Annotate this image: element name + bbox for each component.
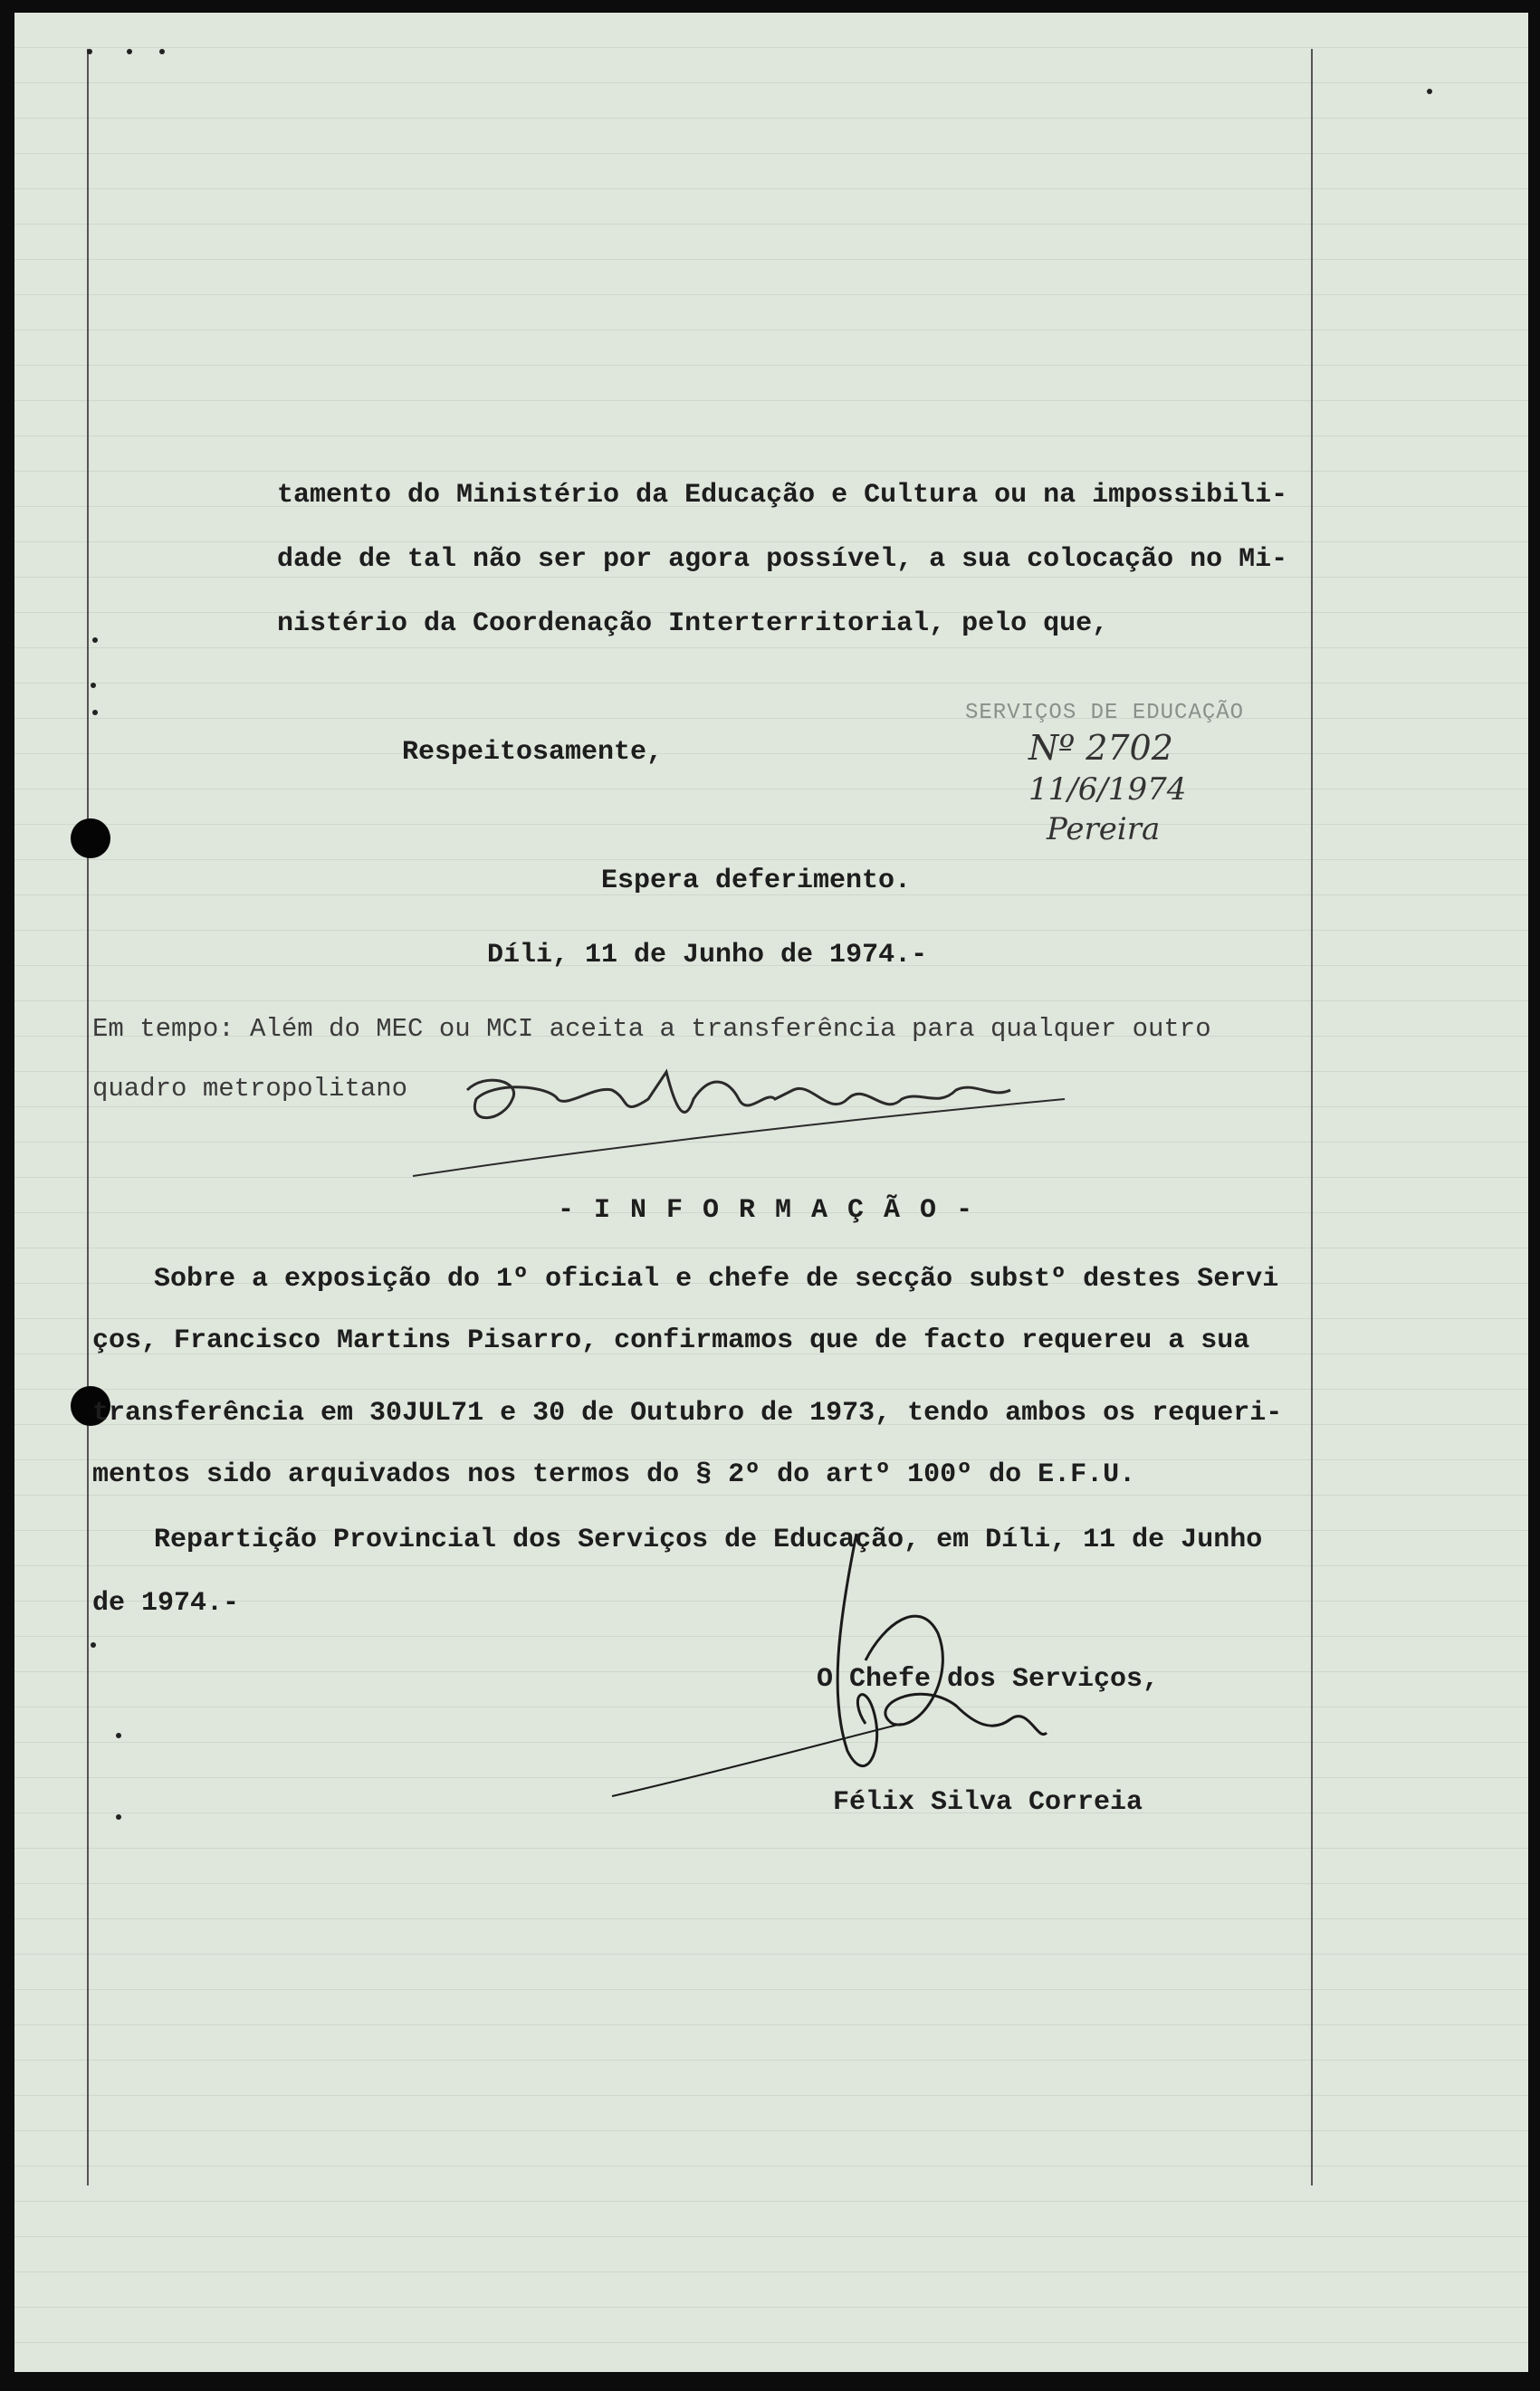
speck [91, 683, 96, 688]
signoff-title: O Chefe dos Serviços, [817, 1664, 1160, 1695]
info-p1-line-2: ços, Francisco Martins Pisarro, confirmamos que de facto requereu a sua [92, 1325, 1250, 1356]
reception-stamp [956, 701, 1318, 864]
info-p1-line-3: transferência em 30JUL71 e 30 de Outubro de 1973, tendo ambos os requeri- [92, 1398, 1283, 1429]
speck [159, 49, 165, 54]
request-line: Espera deferimento. [601, 866, 912, 896]
info-p2-line-2: de 1974.- [92, 1588, 240, 1619]
stamp-initials: Pereira [1047, 811, 1161, 847]
left-margin-line [87, 49, 89, 2185]
closing: Respeitosamente, [402, 737, 664, 768]
info-p2-line-1: Repartição Provincial dos Serviços de Educação, em Díli, 11 de Junho [154, 1525, 1263, 1555]
stamp-number: Nº 2702 [1028, 728, 1173, 768]
speck [116, 1814, 121, 1820]
speck [116, 1733, 121, 1738]
info-p1-line-4: mentos sido arquivados nos termos do § 2º do artº 100º do E.F.U. [92, 1459, 1136, 1490]
info-p1-line-1: Sobre a exposição do 1º oficial e chefe de secção substº destes Servi [154, 1264, 1279, 1295]
applicant-signature [413, 1036, 1119, 1199]
speck [1427, 89, 1432, 94]
punch-hole [71, 818, 110, 858]
document-page [14, 13, 1528, 2372]
stamp-date: 11/6/1974 [1028, 771, 1187, 808]
speck [92, 637, 98, 643]
letter-line-2: dade de tal não ser por agora possível, a sua colocação no Mi- [277, 544, 1288, 575]
addendum-line-2: quadro metropolitano [92, 1074, 408, 1104]
speck [91, 1642, 96, 1648]
addendum-line-1: Em tempo: Além do MEC ou MCI aceita a transferência para qualquer outro [92, 1014, 1211, 1044]
letter-line-1: tamento do Ministério da Educação e Cultura ou na impossibili- [277, 480, 1288, 511]
right-margin-line [1311, 49, 1313, 2185]
info-heading: - I N F O R M A Ç Ã O - [558, 1195, 975, 1226]
place-date: Díli, 11 de Junho de 1974.- [487, 940, 928, 971]
stamp-header: SERVIÇOS DE EDUCAÇÃO [965, 701, 1245, 725]
speck [87, 49, 92, 54]
letter-line-3: nistério da Coordenação Interterritorial, pelo que, [277, 608, 1109, 639]
signoff-name: Félix Silva Correia [833, 1787, 1143, 1818]
speck [92, 710, 98, 715]
speck [127, 49, 132, 54]
